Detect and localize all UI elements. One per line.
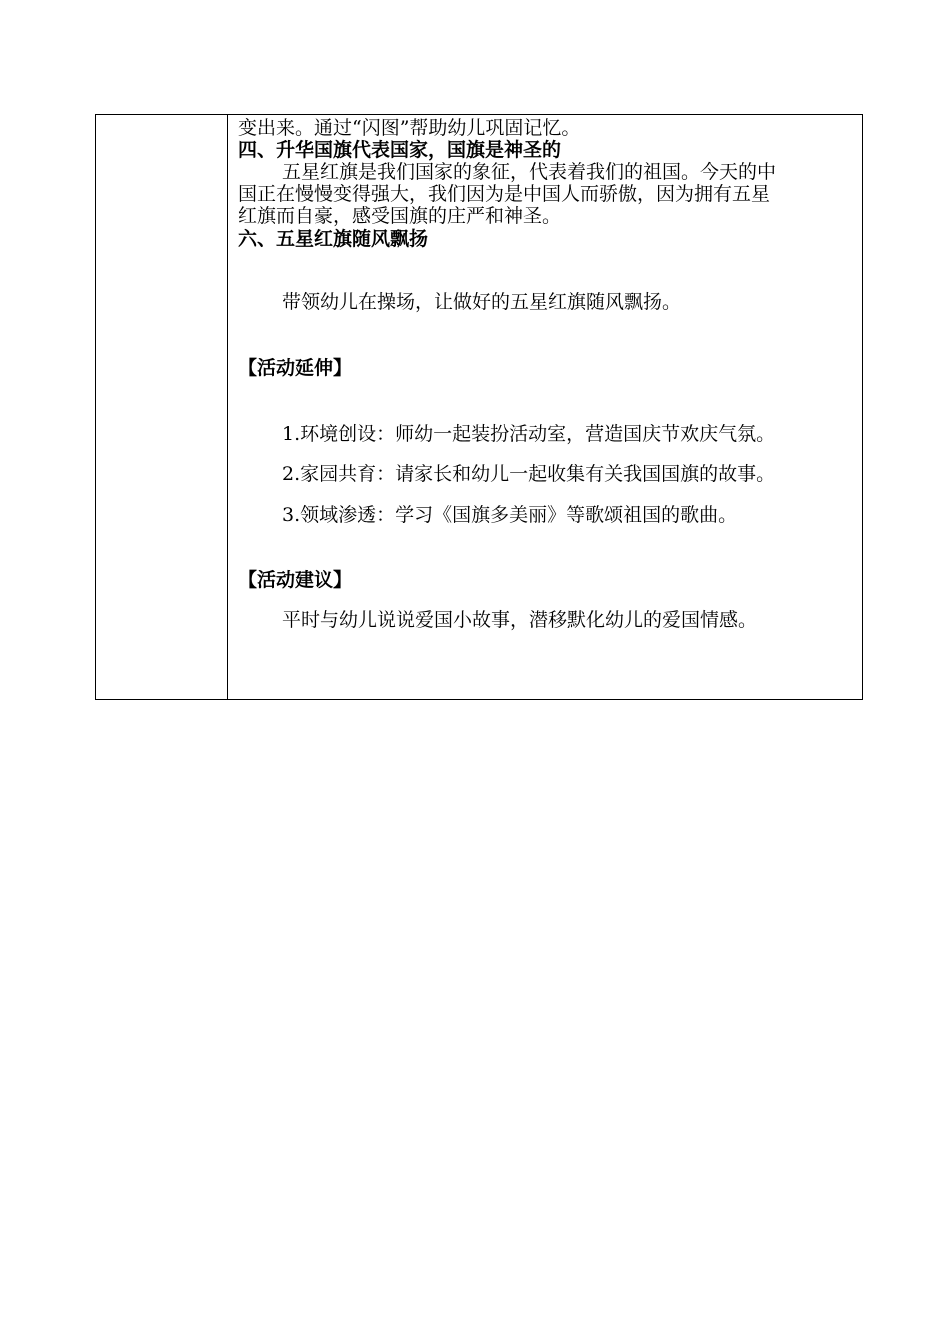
extension-heading: 【活动延伸】 (238, 357, 353, 379)
lesson-plan-table (95, 114, 863, 700)
suggestion-heading: 【活动建议】 (238, 569, 353, 591)
table-left-cell (96, 115, 228, 699)
extension-item-1: 1.环境创设：师幼一起装扮活动室，营造国庆节欢庆气氛。 (282, 423, 776, 445)
section6-heading: 六、五星红旗随风飘扬 (238, 228, 429, 250)
section4-heading: 四、升华国旗代表国家，国旗是神圣的 (238, 139, 562, 161)
section4-para-line-3: 红旗而自豪，感受国旗的庄严和神圣。 (238, 205, 562, 227)
extension-item-2: 2.家园共育：请家长和幼儿一起收集有关我国国旗的故事。 (282, 463, 776, 485)
section6-para: 带领幼儿在操场，让做好的五星红旗随风飘扬。 (282, 291, 682, 313)
intro-line: 变出来。通过“闪图”帮助幼儿巩固记忆。 (238, 117, 581, 139)
suggestion-para: 平时与幼儿说说爱国小故事，潜移默化幼儿的爱国情感。 (282, 609, 758, 631)
section4-para-line-1: 五星红旗是我们国家的象征，代表着我们的祖国。今天的中 (282, 161, 777, 183)
table-content-cell (228, 115, 862, 699)
extension-item-3: 3.领域渗透：学习《国旗多美丽》等歌颂祖国的歌曲。 (282, 504, 738, 526)
section4-para-line-2: 国正在慢慢变得强大，我们因为是中国人而骄傲，因为拥有五星 (238, 183, 771, 205)
